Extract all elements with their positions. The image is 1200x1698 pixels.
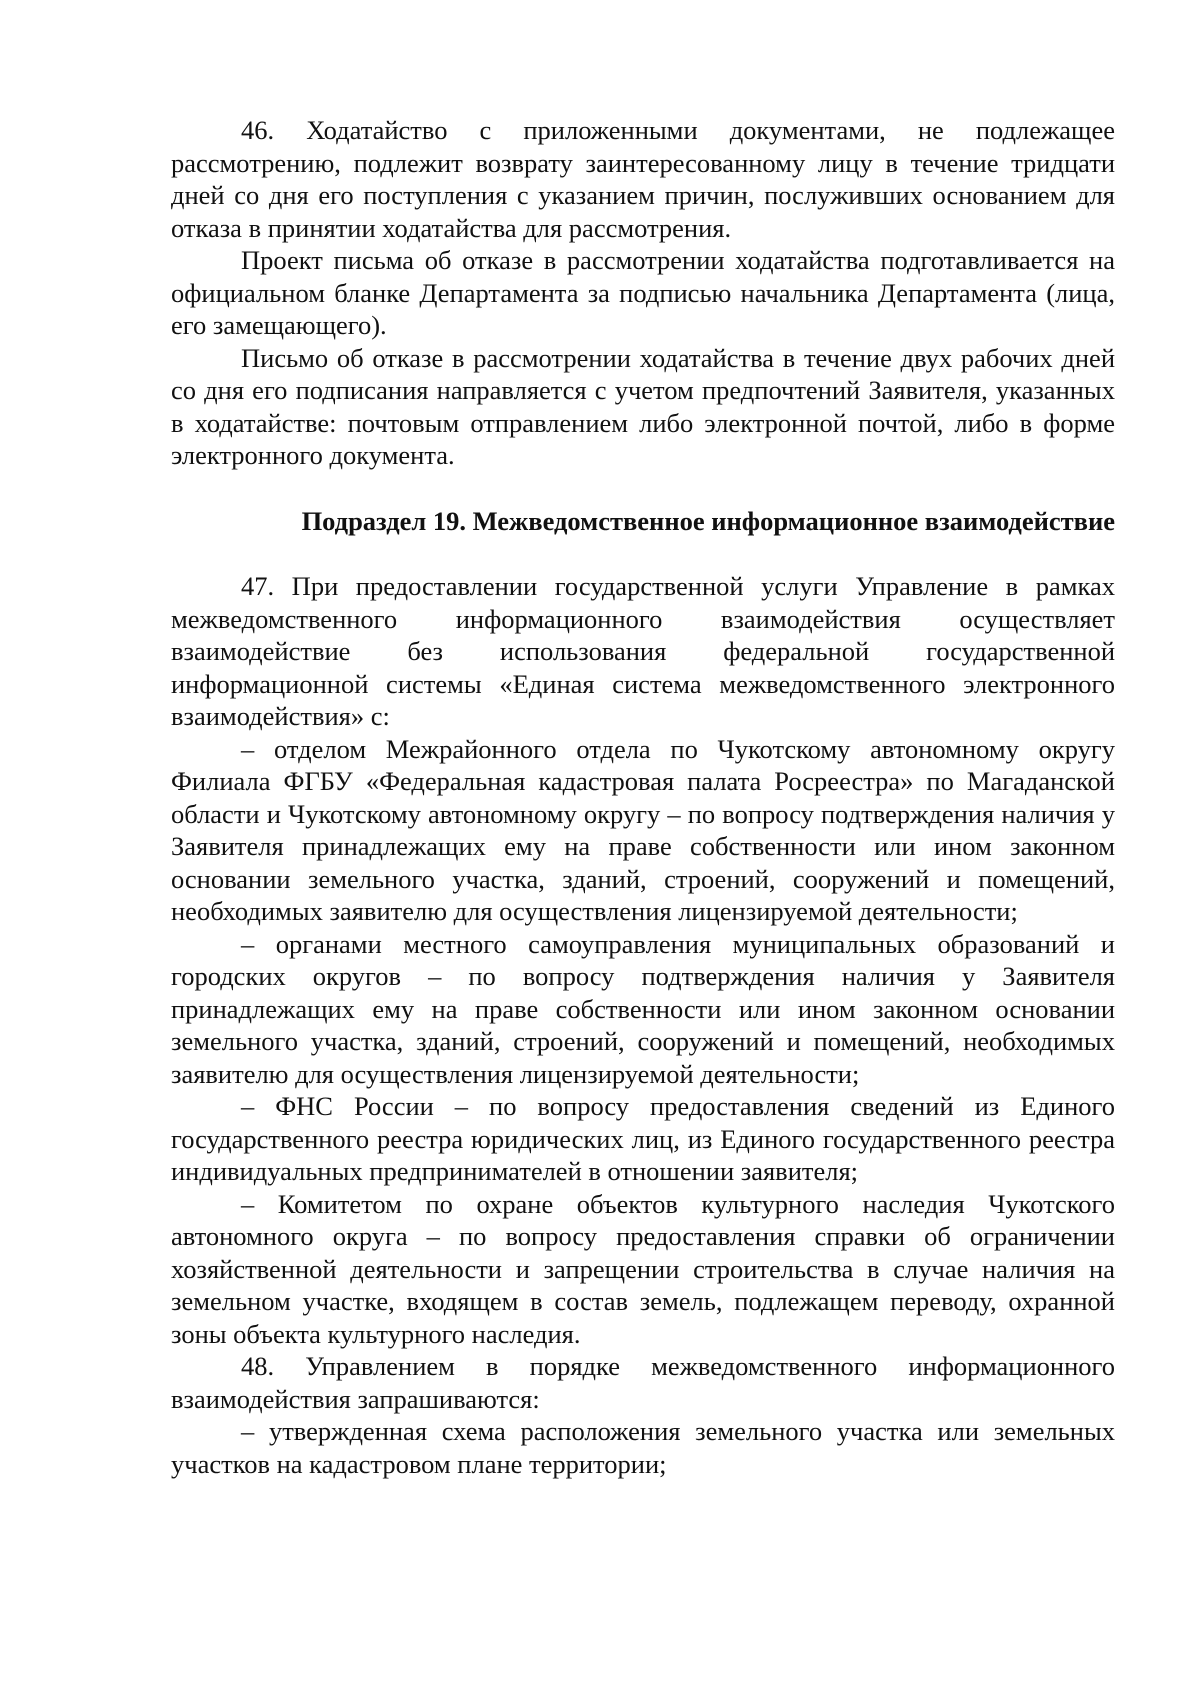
list-item-cadastral-chamber: – отделом Межрайонного отдела по Чукотскому автономному округу Филиала ФГБУ «Федеральная кадастровая палата Росреестра» по Магаданской области и Чукотскому автономному округу – по вопросу подтверждения наличия у Заявителя принадлежащих ему на праве собственности или ином законном основании земельного участка, зданий, строений, сооружений и помещений, необходимых заявителю для осуществления лицензируемой деятельности; <box>171 733 1115 926</box>
list-item-fns: – ФНС России – по вопросу предоставления сведений из Единого государственного реестра юридических лиц, из Единого государственного реестра индивидуальных предпринимателей в отношении заявителя; <box>171 1091 1115 1186</box>
paragraph-48: 48. Управлением в порядке межведомственного информационного взаимодействия запрашиваются: <box>171 1351 1115 1414</box>
paragraph-letter-delivery: Письмо об отказе в рассмотрении ходатайства в течение двух рабочих дней со дня его подписания направляется с учетом предпочтений Заявителя, указанных в ходатайстве: почтовым отправлением либо электронной почтой, либо в форме электронного документа. <box>171 342 1115 470</box>
list-item-local-government: – органами местного самоуправления муниципальных образований и городских округов – по вопросу подтверждения наличия у Заявителя принадлежащих ему на праве собственности или ином законном основании земельного участка, зданий, строений, сооружений и помещений, необходимых заявителю для осуществления лицензируемой деятельности; <box>171 928 1115 1089</box>
paragraph-46: 46. Ходатайство с приложенными документами, не подлежащее рассмотрению, подлежит возврату заинтересованному лицу в течение тридцати дней со дня его поступления с указанием причин, послуживших основанием для отказа в принятии ходатайства для рассмотрения. <box>171 115 1115 243</box>
document-body <box>171 114 1115 1480</box>
paragraph-47: 47. При предоставлении государственной услуги Управление в рамках межведомственного информационного взаимодействия осуществляет взаимодействие без использования федеральной государственной информационной системы «Единая система межведомственного электронного взаимодействия» с: <box>171 571 1115 731</box>
subsection-heading: Подраздел 19. Межведомственное информационное взаимодействие <box>301 505 1115 536</box>
list-item-land-scheme: – утвержденная схема расположения земельного участка или земельных участков на кадастровом плане территории; <box>171 1416 1115 1479</box>
list-item-heritage-committee: – Комитетом по охране объектов культурного наследия Чукотского автономного округа – по вопросу предоставления справки об ограничении хозяйственной деятельности и запрещении строительства в случае наличия на земельном участке, входящем в состав земель, подлежащем переводу, охранной зоны объекта культурного наследия. <box>171 1188 1115 1349</box>
paragraph-letter-draft: Проект письма об отказе в рассмотрении ходатайства подготавливается на официальном бланке Департамента за подписью начальника Департамента (лица, его замещающего). <box>171 245 1115 340</box>
